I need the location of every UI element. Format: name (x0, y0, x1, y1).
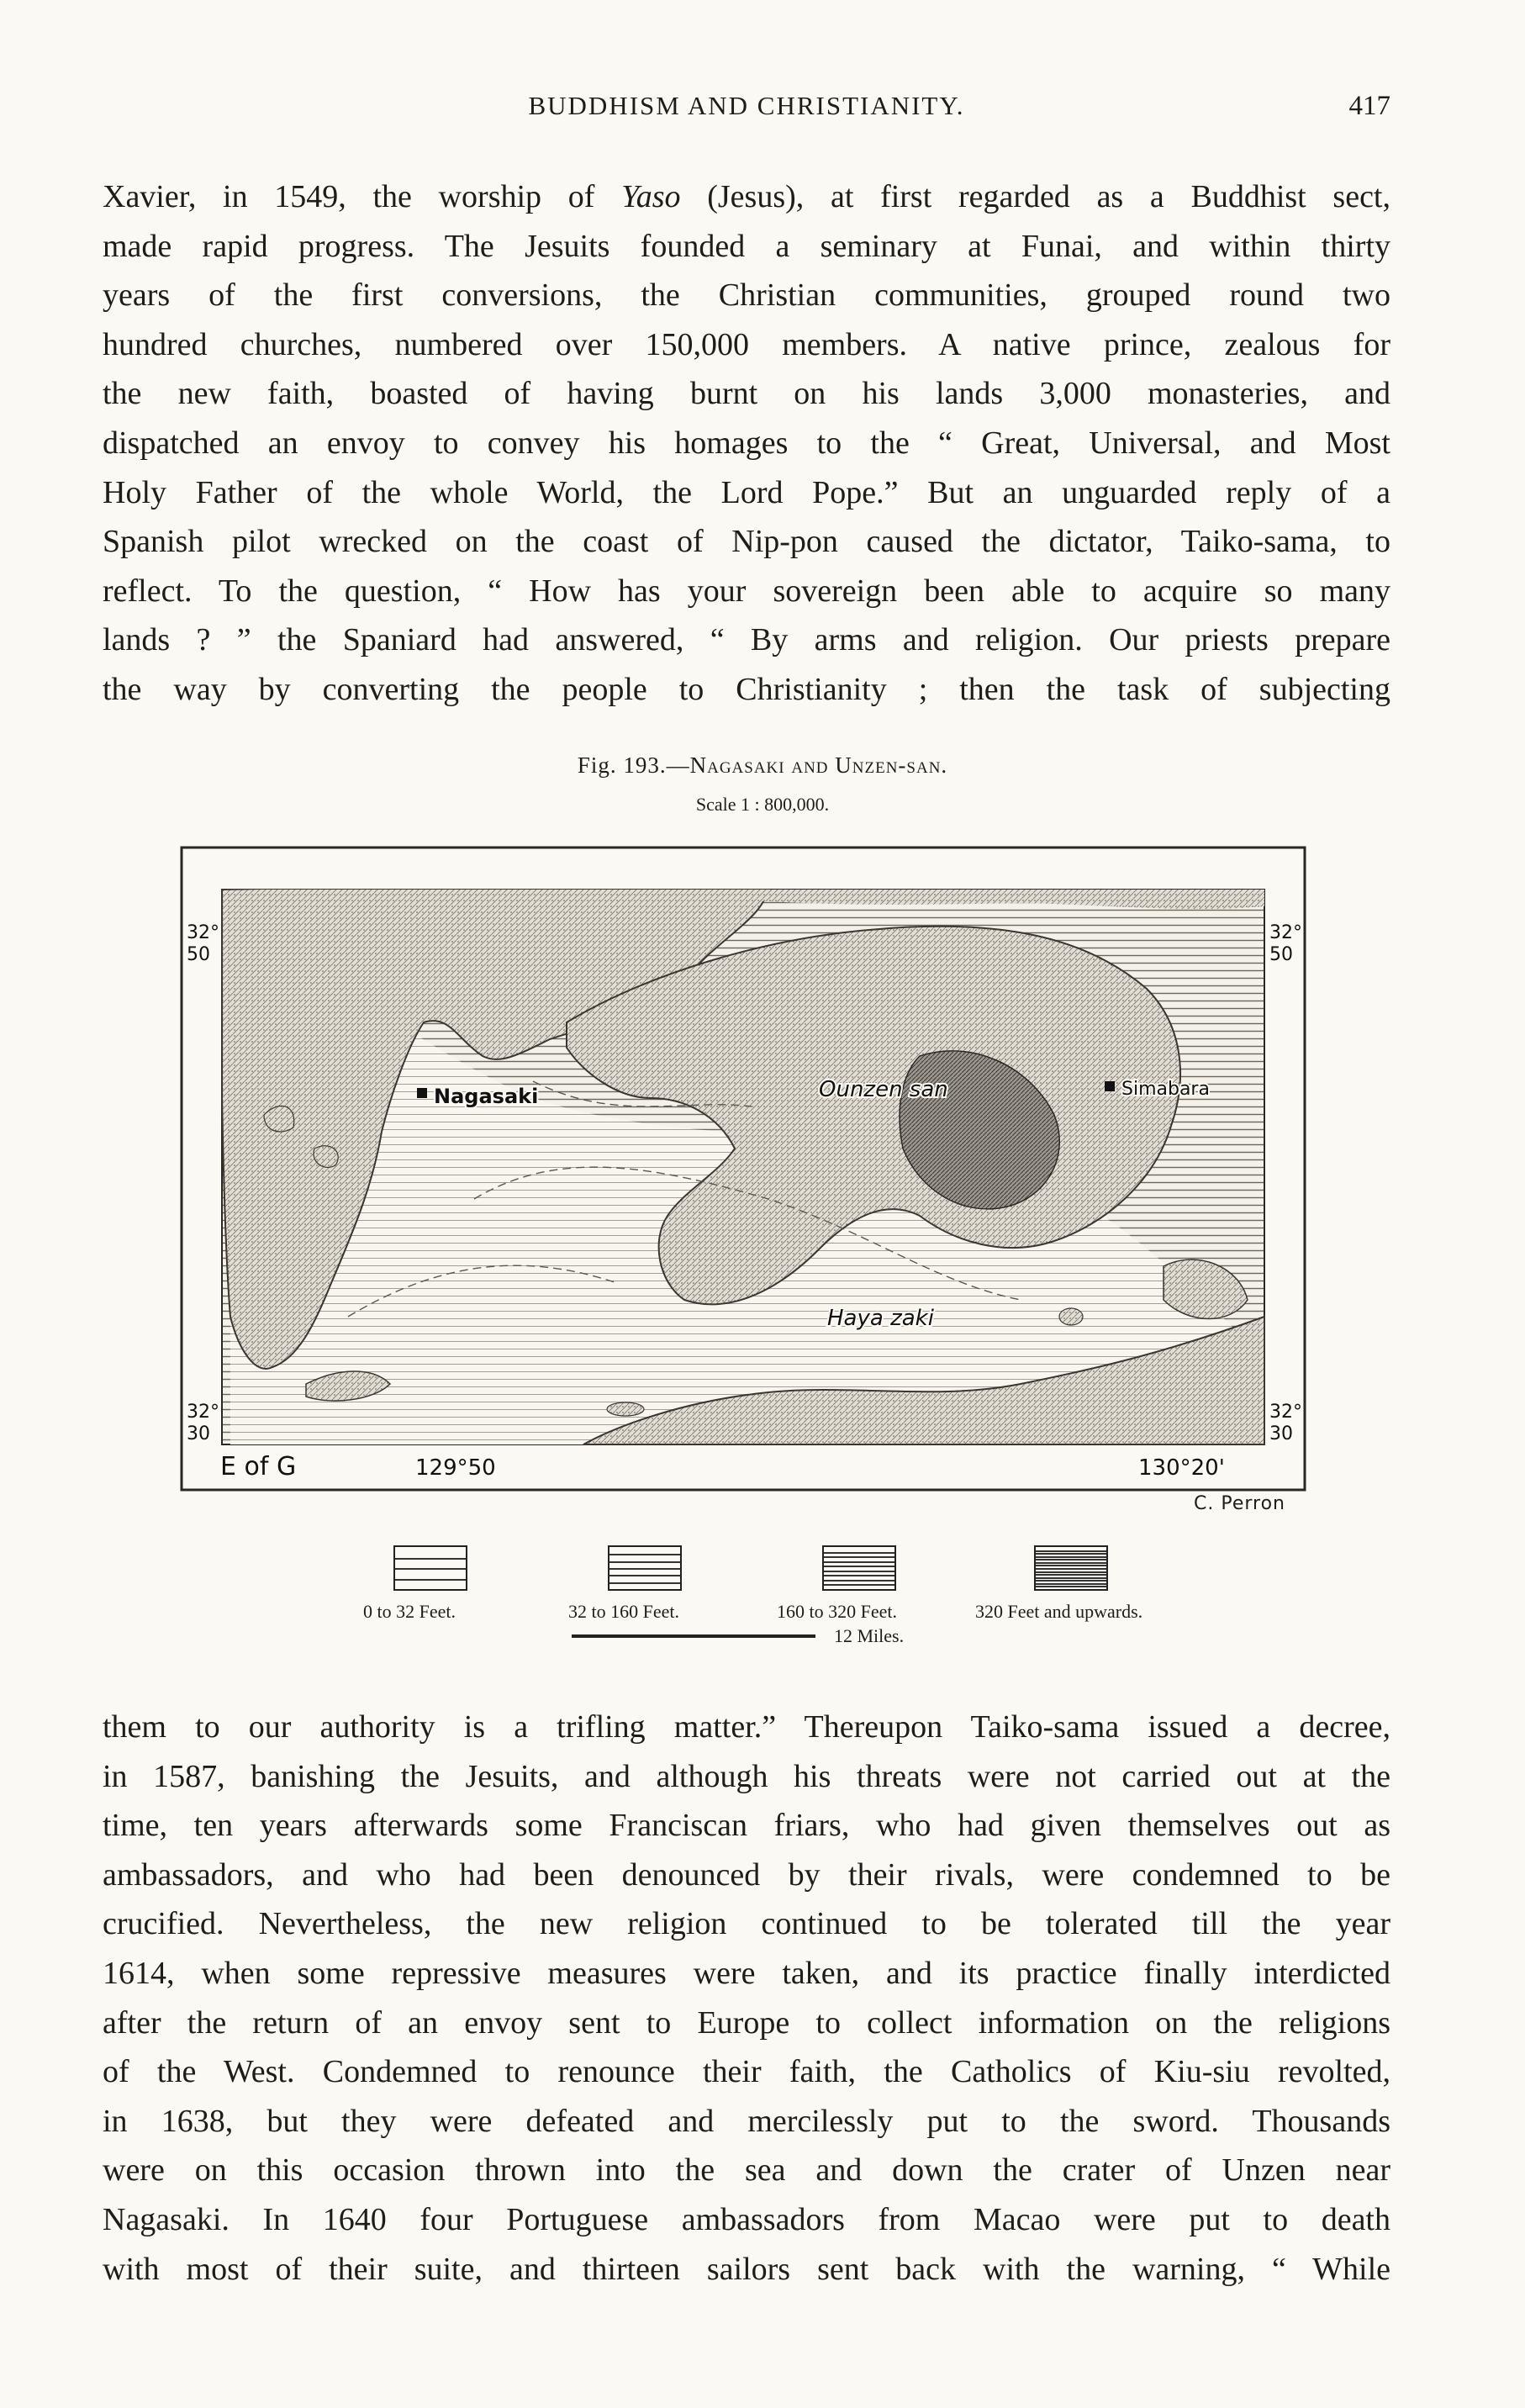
lat-right-top-deg: 32° (1269, 922, 1302, 943)
text-line: Spanish pilot wrecked on the coast of Nip-pon caused the dictator, Taiko-sama, to (103, 524, 1390, 560)
page-number: 417 (1348, 91, 1390, 121)
legend-hatch-line (1036, 1568, 1106, 1570)
text-line: hundred churches, numbered over 150,000 members. A native prince, zealous for (103, 326, 1390, 362)
legend-hatch-line (1036, 1583, 1106, 1585)
lat-left-bottom-min: 30 (187, 1423, 210, 1444)
text-line: reflect. To the question, “ How has your sovereign been able to acquire so many (103, 573, 1390, 609)
lat-left-bottom-deg: 32° (187, 1402, 219, 1423)
running-header (103, 91, 1390, 131)
legend-hatch-line (824, 1580, 894, 1582)
paragraph-bottom (103, 1703, 1390, 2294)
text-line: with most of their suite, and thirteen sailors sent back with the warning, “ While (103, 2251, 1390, 2287)
legend-hatch-line (609, 1568, 680, 1570)
figure-scale: Scale 1 : 800,000. (695, 794, 830, 815)
figure-title: Nagasaki and Unzen-san. (689, 752, 948, 778)
paragraph-top (103, 172, 1390, 715)
lat-right-bottom-deg: 32° (1269, 1402, 1302, 1423)
legend-hatch-line (824, 1561, 894, 1563)
legend-hatch-line (1036, 1580, 1106, 1582)
text-line: the way by converting the people to Christianity ; then the task of subjecting (103, 671, 1390, 707)
legend-hatch-line (609, 1575, 680, 1576)
legend-swatch-32-160 (608, 1545, 682, 1591)
text-line: crucified. Nevertheless, the new religion continued to be tolerated till the year (103, 1906, 1390, 1942)
legend-hatch-line (1036, 1562, 1106, 1564)
legend-hatch-line (395, 1558, 466, 1560)
lat-left-top-min: 50 (187, 944, 210, 965)
map-label-hayasaki: Haya zaki (827, 1306, 934, 1331)
text-line: were on this occasion thrown into the sea and down the crater of Unzen near (103, 2152, 1390, 2189)
legend-hatch-line (824, 1552, 894, 1554)
text-line (103, 172, 1390, 222)
legend-hatch-line (824, 1566, 894, 1567)
text-line: of the West. Condemned to renounce their faith, the Catholics of Kiu-siu revolted, (103, 2054, 1390, 2090)
text-line: after the return of an envoy sent to Europe to collect information on the religions (103, 2004, 1390, 2041)
map-credit: C. Perron (1194, 1493, 1285, 1514)
legend-label-32-160: 32 to 160 Feet. (568, 1601, 679, 1622)
figure-number: Fig. 193.— (577, 752, 690, 778)
map-label-simabara: Simabara (1121, 1079, 1210, 1100)
text-line: ambassadors, and who had been denounced by their rivals, were condemned to be (103, 1856, 1390, 1893)
text-line: Nagasaki. In 1640 four Portuguese ambassadors from Macao were put to death (103, 2201, 1390, 2237)
legend-hatch-line (1036, 1565, 1106, 1566)
legend-hatch-line (1036, 1550, 1106, 1552)
text-line: time, ten years afterwards some Franciscan friars, who had given themselves out as (103, 1808, 1390, 1844)
text-line: in 1638, but they were defeated and mercilessly put to the sword. Thousands (103, 2103, 1390, 2139)
legend-hatch-line (1036, 1577, 1106, 1579)
lat-right-bottom-min: 30 (1269, 1423, 1293, 1444)
text-line: made rapid progress. The Jesuits founded a seminary at Funai, and within thirty (103, 228, 1390, 264)
corner-mark: E of G (220, 1452, 297, 1481)
text-line: the new faith, boasted of having burnt on his lands 3,000 monasteries, and (103, 376, 1390, 412)
legend-label-320-up: 320 Feet and upwards. (975, 1601, 1143, 1622)
legend-label-160-320: 160 to 320 Feet. (777, 1601, 897, 1622)
lat-right-top-min: 50 (1269, 944, 1293, 965)
legend-hatch-line (1036, 1574, 1106, 1576)
legend-hatch-line (1036, 1556, 1106, 1558)
lat-left-top-deg: 32° (187, 922, 219, 943)
legend-hatch-line (609, 1561, 680, 1563)
map-label-nagasaki: Nagasaki (434, 1085, 539, 1108)
legend-hatch-line (395, 1568, 466, 1570)
text-fragment: Xavier, in 1549, the worship of (103, 179, 622, 214)
legend-hatch-line (609, 1554, 680, 1555)
running-title: BUDDHISM AND CHRISTIANITY. (528, 91, 965, 120)
legend-swatch-0-32 (393, 1545, 467, 1591)
italic-term: Yaso (621, 179, 681, 214)
scale-bar (572, 1634, 815, 1638)
scale-bar-label: 12 Miles. (834, 1625, 905, 1646)
figure-caption (0, 752, 1525, 779)
legend-label-0-32: 0 to 32 Feet. (363, 1601, 456, 1622)
text-line: Holy Father of the whole World, the Lord Pope.” But an unguarded reply of a (103, 474, 1390, 510)
text-line: them to our authority is a trifling matter.” Thereupon Taiko-sama issued a decree, (103, 1709, 1390, 1745)
text-fragment: (Jesus), at first regarded as a Buddhist sect, (680, 179, 1390, 214)
legend-hatch-line (824, 1556, 894, 1558)
legend-swatch-320-up (1034, 1545, 1108, 1591)
legend-hatch-line (824, 1571, 894, 1572)
map-figure (180, 846, 1306, 1492)
legend-hatch-line (1036, 1586, 1106, 1587)
text-line: lands ? ” the Spaniard had answered, “ By arms and religion. Our priests prepare (103, 622, 1390, 658)
legend-hatch-line (1036, 1559, 1106, 1560)
text-line: 1614, when some repressive measures were taken, and its practice finally interdicted (103, 1955, 1390, 1991)
map-legend (0, 1545, 1525, 1655)
map-label-unzen: Ounzen san (819, 1077, 948, 1102)
legend-hatch-line (824, 1575, 894, 1576)
legend-swatch-160-320 (822, 1545, 896, 1591)
legend-hatch-line (1036, 1553, 1106, 1555)
text-line: years of the first conversions, the Christian communities, grouped round two (103, 277, 1390, 314)
lon-right: 130°20' (1138, 1455, 1225, 1481)
text-line: in 1587, banishing the Jesuits, and although his threats were not carried out at the (103, 1758, 1390, 1794)
lon-left: 129°50 (415, 1455, 496, 1481)
legend-hatch-line (824, 1584, 894, 1586)
legend-hatch-line (609, 1582, 680, 1584)
text-line: dispatched an envoy to convey his homages to the “ Great, Universal, and Most (103, 425, 1390, 461)
legend-hatch-line (395, 1579, 466, 1581)
legend-hatch-line (1036, 1571, 1106, 1573)
